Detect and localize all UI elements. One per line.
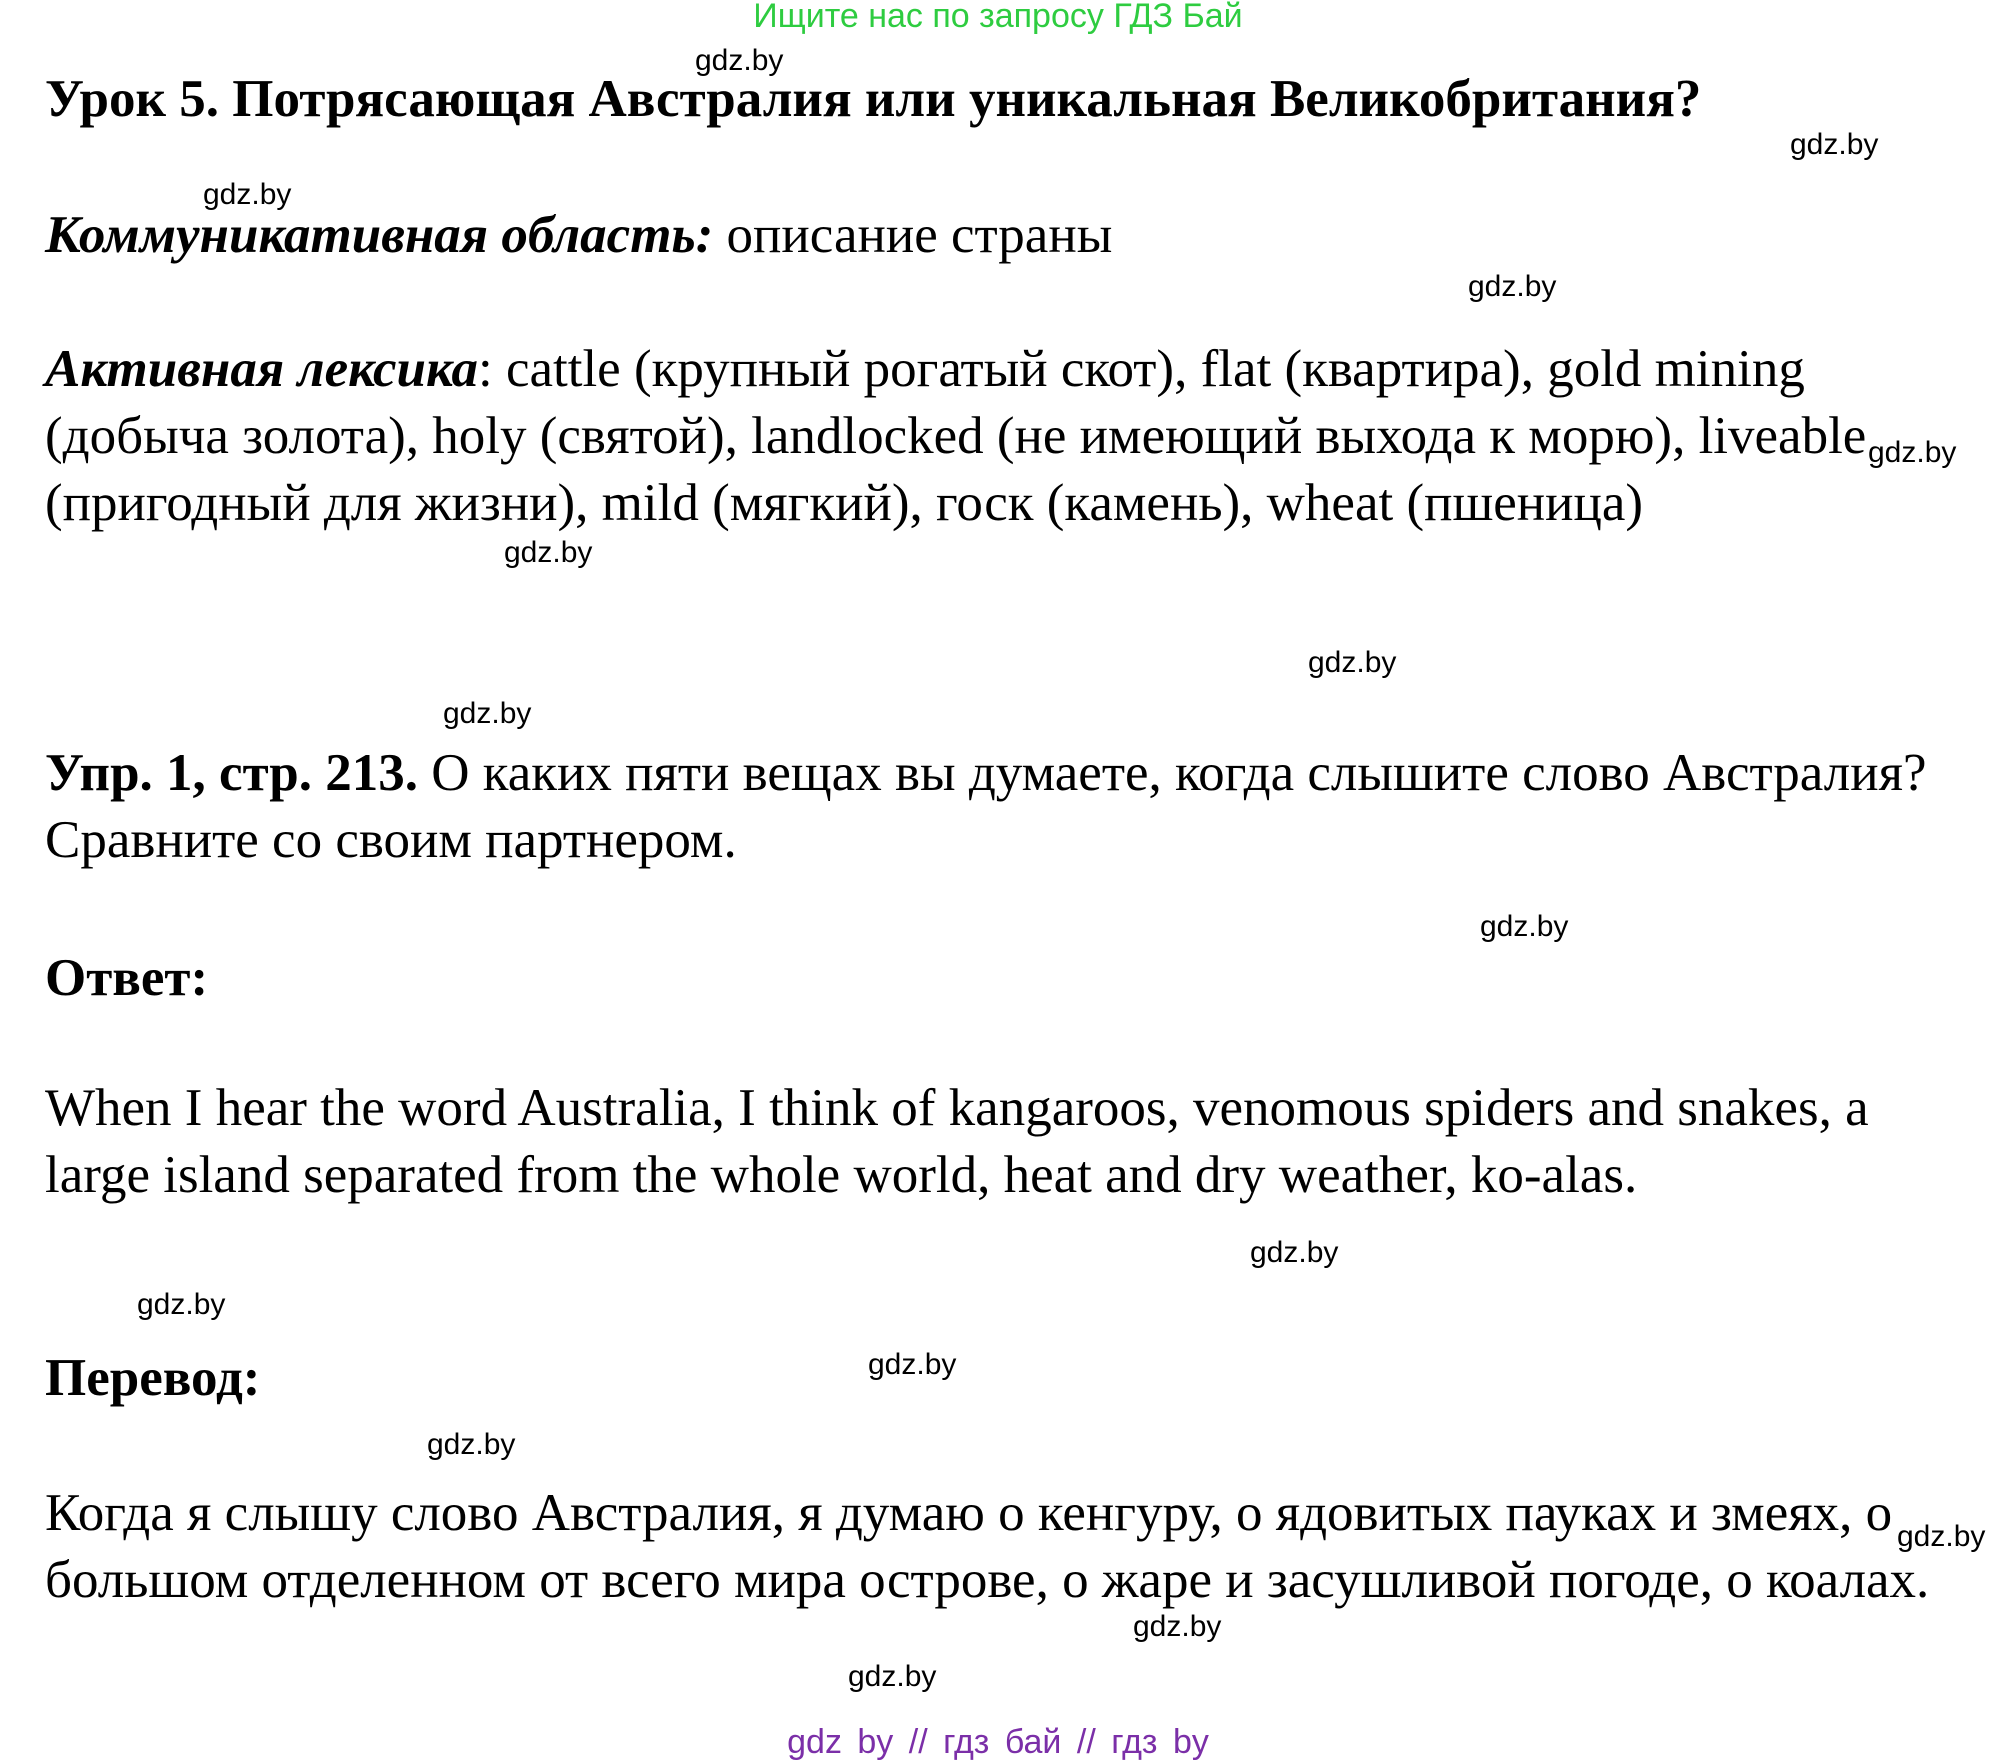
- watermark: gdz.by: [1897, 1520, 1986, 1553]
- active-lexicon: [45, 336, 1965, 537]
- search-banner[interactable]: Ищите нас по запросу ГДЗ Бай: [753, 0, 1243, 35]
- watermark: gdz.by: [1308, 646, 1397, 679]
- watermark: gdz.by: [1250, 1236, 1339, 1269]
- watermark: gdz.by: [868, 1348, 957, 1381]
- communicative-text: описание страны: [713, 206, 1113, 264]
- lexicon-text: : cattle (крупный рогатый скот), flat (квартира), gold mining (добыча золота), holy (святой), landlocked (не имеющий выхода к морю), liveable (пригодный для жизни), mild (мягкий), госк (камень), wheat (пшеница): [45, 340, 1867, 532]
- translation-heading: Перевод:: [45, 1349, 261, 1407]
- watermark: gdz.by: [695, 44, 784, 77]
- footer-links[interactable]: gdz by // гдз бай // гдз by: [787, 1723, 1209, 1761]
- answer-text: When I hear the word Australia, I think of kangaroos, venomous spiders and snakes, a large island separated from the whole world, heat and dry weather, ko-alas.: [45, 1079, 1869, 1204]
- watermark: gdz.by: [1790, 128, 1879, 161]
- watermark: gdz.by: [443, 697, 532, 730]
- watermark: gdz.by: [848, 1660, 937, 1693]
- watermark: gdz.by: [1468, 270, 1557, 303]
- exercise-text: О каких пяти вещах вы думаете, когда слышите слово Австралия? Сравните со своим партнером.: [45, 744, 1927, 869]
- communicative-label: Коммуникативная область:: [45, 206, 714, 264]
- exercise-task: [45, 740, 1965, 874]
- watermark: gdz.by: [1868, 436, 1957, 469]
- answer-heading: Ответ:: [45, 949, 209, 1007]
- lesson-title: Урок 5. Потрясающая Австралия или уникальная Великобритания?: [45, 70, 1702, 128]
- watermark: gdz.by: [1480, 910, 1569, 943]
- watermark: gdz.by: [427, 1428, 516, 1461]
- watermark: gdz.by: [1133, 1610, 1222, 1643]
- communicative-area: [45, 202, 1965, 269]
- watermark: gdz.by: [137, 1288, 226, 1321]
- translation-text: Когда я слышу слово Австралия, я думаю о кенгуру, о ядовитых пауках и змеях, о большом отделенном от всего мира острове, о жаре и засушливой погоде, о коалах.: [45, 1484, 1930, 1609]
- watermark: gdz.by: [203, 178, 292, 211]
- lexicon-label: Активная лексика: [45, 340, 478, 398]
- watermark: gdz.by: [504, 536, 593, 569]
- exercise-label: Упр. 1, стр. 213.: [45, 744, 418, 802]
